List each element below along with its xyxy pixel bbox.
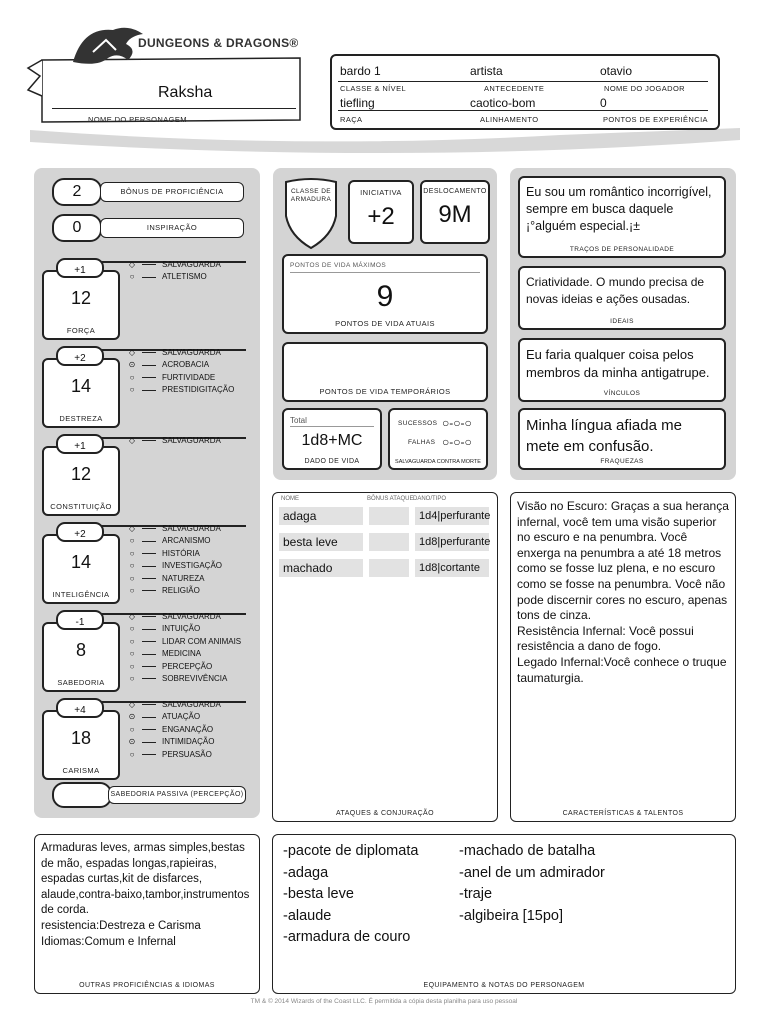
background-value[interactable]: artista: [470, 64, 503, 78]
temp-hp-box[interactable]: [282, 342, 488, 402]
ability-modifier-value: +1: [74, 441, 86, 452]
ability-modifier-value: +1: [74, 265, 86, 276]
proficiency-bonus-label-box: [100, 182, 244, 202]
ability-modifier-box[interactable]: [56, 258, 104, 278]
ability-modifier-value: -1: [75, 617, 85, 628]
personality-traits-box[interactable]: [518, 176, 726, 258]
death-saves-label: SALVAGUARDA CONTRA MORTE: [395, 459, 481, 465]
skill-bonus-line: [142, 754, 156, 755]
equipment-box[interactable]: [272, 834, 736, 994]
bonds-text: Eu faria qualquer coisa pelos membros da minha antigatrupe.: [526, 347, 710, 380]
skill-bonus-line: [142, 729, 156, 730]
passive-perception-label-box: [108, 786, 246, 804]
attack-col-name: NOME: [281, 496, 299, 502]
proficiency-marker-icon[interactable]: ○: [129, 272, 135, 282]
equipment-item: -algibeira [15po]: [459, 907, 563, 924]
skill-row[interactable]: [128, 260, 221, 269]
ideals-text: Criatividade. O mundo precisa de novas ideias e ações ousadas.: [526, 275, 705, 306]
speed-box[interactable]: [420, 180, 490, 244]
skill-label: SALVAGUARDA: [162, 436, 221, 445]
info-row2-line: [338, 110, 708, 111]
race-label: RAÇA: [340, 115, 363, 124]
armor-class-label: CLASSE DE ARMADURA: [290, 188, 332, 203]
character-name-underline: [52, 108, 296, 109]
player-name-label: NOME DO JOGADOR: [604, 84, 686, 93]
skill-bonus-line: [142, 629, 156, 630]
skill-row[interactable]: [128, 737, 214, 746]
attacks-box: [272, 492, 498, 822]
inspiration-box[interactable]: [52, 214, 102, 242]
hit-dice-total-line: [290, 426, 374, 427]
attacks-label: ATAQUES & CONJURAÇÃO: [336, 810, 434, 817]
ability-modifier-box[interactable]: [56, 522, 104, 542]
alignment-label: ALINHAMENTO: [480, 115, 539, 124]
proficiency-marker-icon[interactable]: ◇: [128, 348, 136, 357]
skill-label: ARCANISMO: [162, 536, 211, 546]
proficiency-marker-icon[interactable]: ○: [129, 661, 135, 671]
ability-score-value: 14: [70, 552, 92, 572]
proficiency-marker-icon[interactable]: ◇: [128, 612, 136, 621]
skill-label: PERSUASÃO: [162, 749, 212, 759]
skill-bonus-line: [142, 264, 156, 265]
skill-row[interactable]: [128, 662, 212, 671]
proficiency-marker-icon[interactable]: ◇: [128, 524, 136, 533]
speed-value: 9M: [438, 201, 472, 228]
skill-row[interactable]: [128, 649, 201, 658]
current-hp-box[interactable]: [282, 254, 488, 334]
skill-bonus-line: [142, 440, 156, 441]
death-fail-label: FALHAS: [408, 439, 436, 446]
ability-name: DESTREZA: [59, 414, 103, 423]
skill-label: SALVAGUARDA: [162, 260, 221, 269]
personality-traits-text: Eu sou um romântico incorrigível, sempre em busca daquele ¡°alguém especial.¡±: [526, 185, 712, 233]
skill-label: RELIGIÃO: [162, 586, 200, 595]
proficiency-marker-icon[interactable]: ○: [129, 636, 135, 646]
ability-score-box[interactable]: [42, 534, 120, 604]
death-fail-bubbles[interactable]: ○-○-○: [442, 435, 472, 449]
skill-row[interactable]: [128, 637, 241, 646]
flaws-box[interactable]: [518, 408, 726, 470]
initiative-box[interactable]: [348, 180, 414, 244]
inspiration-label-box: [100, 218, 244, 238]
info-row1-line: [338, 81, 708, 82]
skill-bonus-line: [142, 666, 156, 667]
proficiency-bonus-value: 2: [72, 183, 82, 200]
ability-score-box[interactable]: [42, 622, 120, 692]
skill-label: PRESTIDIGITAÇÃO: [162, 385, 235, 395]
equipment-item: -alaude: [283, 907, 332, 924]
skill-row[interactable]: [128, 385, 234, 394]
equipment-item: -pacote de diplomata: [283, 843, 419, 859]
proficiency-marker-icon[interactable]: ⊙: [128, 737, 136, 747]
ideals-box[interactable]: [518, 266, 726, 330]
skill-bonus-line: [142, 541, 156, 542]
flaws-label: FRAQUEZAS: [600, 458, 644, 465]
bonds-label: VÍNCULOS: [603, 390, 641, 397]
hit-dice-box[interactable]: [282, 408, 382, 470]
skill-row[interactable]: [128, 586, 200, 595]
skill-bonus-line: [142, 390, 156, 391]
equipment-item: -adaga: [283, 864, 329, 881]
skill-label: ATLETISMO: [162, 272, 207, 282]
background-label: ANTECEDENTE: [484, 84, 545, 93]
skill-bonus-line: [142, 704, 156, 705]
skill-bonus-line: [142, 590, 156, 591]
proficiencies-text: Armaduras leves, armas simples,bestas de mão, espadas longas,rapieiras, espadas curtas,kit de disfarces, alaude,contra-baixo,tambor,instrumentos de corda. resistencia:Destreza e Carisma Idiomas:Comum e Infernal: [41, 842, 250, 948]
initiative-label: INICIATIVA: [360, 188, 402, 197]
attack-name-cell[interactable]: machado: [279, 559, 363, 577]
proficiency-marker-icon[interactable]: ◇: [128, 700, 136, 709]
skill-row[interactable]: [128, 561, 222, 570]
skill-label: FURTIVIDADE: [162, 372, 216, 382]
skill-label: PERCEPÇÃO: [162, 661, 213, 671]
ability-score-value: 18: [70, 728, 92, 748]
skill-row[interactable]: [128, 272, 207, 281]
skill-bonus-line: [142, 377, 156, 378]
skill-row[interactable]: [128, 436, 221, 445]
equipment-column-2: [459, 841, 605, 927]
proficiencies-label: OUTRAS PROFICIÊNCIAS & IDIOMAS: [79, 982, 215, 989]
death-success-bubbles[interactable]: ○-○-○: [442, 416, 472, 430]
skill-bonus-line: [142, 365, 156, 366]
skill-bonus-line: [142, 566, 156, 567]
proficiency-marker-icon[interactable]: ○: [129, 536, 135, 546]
dragon-logo-icon: [68, 22, 148, 72]
ability-score-value: 8: [75, 640, 86, 660]
temp-hp-label: PONTOS DE VIDA TEMPORÁRIOS: [319, 387, 451, 396]
skill-label: SOBREVIVÊNCIA: [162, 674, 228, 683]
ability-modifier-box[interactable]: [56, 434, 104, 454]
proficiency-marker-icon[interactable]: ○: [129, 372, 135, 382]
skill-row[interactable]: [128, 700, 221, 709]
proficiency-marker-icon[interactable]: ○: [129, 561, 135, 571]
alignment-value[interactable]: caotico-bom: [470, 96, 536, 110]
skill-label: ACROBACIA: [162, 360, 210, 370]
proficiency-marker-icon[interactable]: ○: [129, 586, 135, 595]
hit-dice-value: 1d8+MC: [301, 432, 363, 449]
attack-damage-cell[interactable]: 1d8|perfurante: [415, 533, 489, 551]
attack-bonus-cell[interactable]: [369, 533, 409, 551]
class-level-label: CLASSE & NÍVEL: [340, 84, 407, 93]
xp-value[interactable]: 0: [600, 96, 607, 110]
skill-row[interactable]: [128, 750, 212, 759]
attack-damage-cell[interactable]: 1d4|perfurante: [415, 507, 489, 525]
skill-row[interactable]: [128, 536, 210, 545]
ability-score-value: 12: [70, 288, 92, 308]
skill-label: NATUREZA: [162, 573, 205, 583]
skill-row[interactable]: [128, 624, 200, 633]
skill-row[interactable]: [128, 373, 215, 382]
race-value[interactable]: tiefling: [340, 96, 375, 110]
skill-bonus-line: [142, 528, 156, 529]
ability-score-box[interactable]: [42, 446, 120, 516]
equipment-item: -besta leve: [283, 886, 354, 902]
ability-modifier-value: +2: [74, 353, 86, 364]
header: [0, 0, 768, 160]
skill-bonus-line: [142, 641, 156, 642]
proficiencies-box[interactable]: [34, 834, 260, 994]
inspiration-value: 0: [72, 219, 82, 236]
skill-label: SALVAGUARDA: [162, 348, 221, 357]
current-hp-value: 9: [376, 280, 394, 313]
ability-modifier-box[interactable]: [56, 698, 104, 718]
ability-modifier-value: +2: [74, 529, 86, 540]
character-name[interactable]: Raksha: [158, 84, 213, 101]
equipment-item: -anel de um admirador: [459, 864, 605, 881]
hit-dice-label: DADO DE VIDA: [304, 458, 360, 465]
skill-bonus-line: [142, 678, 156, 679]
ability-name: CARISMA: [62, 766, 100, 775]
skill-row[interactable]: [128, 612, 221, 621]
skill-bonus-line: [142, 352, 156, 353]
equipment-item: -machado de batalha: [459, 843, 596, 859]
death-success-label: SUCESSOS: [398, 420, 438, 427]
inspiration-label: INSPIRAÇÃO: [146, 223, 198, 232]
proficiency-marker-icon[interactable]: ⊙: [128, 712, 136, 722]
skill-label: SALVAGUARDA: [162, 612, 221, 621]
passive-perception-label: SABEDORIA PASSIVA (PERCEPÇÃO): [110, 791, 244, 798]
proficiency-bonus-box[interactable]: [52, 178, 102, 206]
skill-bonus-line: [142, 616, 156, 617]
skill-label: ENGANAÇÃO: [162, 724, 214, 734]
skill-label: INTIMIDAÇÃO: [162, 737, 215, 747]
proficiency-marker-icon[interactable]: ○: [129, 674, 135, 683]
passive-perception-box[interactable]: [52, 782, 112, 808]
attack-col-damage: DANO/TIPO: [413, 496, 447, 502]
features-box[interactable]: [510, 492, 736, 822]
initiative-value: +2: [367, 203, 395, 230]
skill-label: MEDICINA: [162, 649, 202, 659]
skill-row[interactable]: [128, 348, 221, 357]
skill-label: INTUIÇÃO: [162, 624, 201, 634]
skill-row[interactable]: [128, 360, 209, 369]
skill-label: LIDAR COM ANIMAIS: [162, 636, 242, 646]
ability-score-box[interactable]: [42, 270, 120, 340]
skill-label: INVESTIGAÇÃO: [162, 561, 223, 571]
attack-bonus-cell[interactable]: [369, 507, 409, 525]
proficiency-marker-icon[interactable]: ○: [129, 548, 135, 558]
ability-score-box[interactable]: [42, 710, 120, 780]
max-hp-label: PONTOS DE VIDA MÁXIMOS: [290, 262, 387, 269]
skill-bonus-line: [142, 717, 156, 718]
skill-row[interactable]: [128, 574, 205, 583]
ability-score-value: 12: [70, 464, 92, 484]
proficiency-bonus-label: BÔNUS DE PROFICIÊNCIA: [120, 187, 224, 196]
skill-row[interactable]: [128, 712, 200, 721]
skill-label: HISTÓRIA: [162, 548, 200, 558]
equipment-column-1: [283, 841, 418, 949]
skill-bonus-line: [142, 277, 156, 278]
ability-name: SABEDORIA: [57, 678, 105, 687]
proficiency-marker-icon[interactable]: ◇: [128, 260, 136, 269]
xp-label: PONTOS DE EXPERIÊNCIA: [603, 115, 708, 124]
flaws-text: Minha língua afiada me mete em confusão.: [526, 417, 682, 455]
skill-row[interactable]: [128, 725, 213, 734]
skill-bonus-line: [142, 742, 156, 743]
attack-bonus-cell[interactable]: [369, 559, 409, 577]
equipment-label: EQUIPAMENTO & NOTAS DO PERSONAGEM: [423, 982, 585, 989]
bonds-box[interactable]: [518, 338, 726, 402]
proficiency-marker-icon[interactable]: ○: [129, 385, 135, 395]
ability-name: FORÇA: [66, 326, 96, 335]
attack-name-cell[interactable]: besta leve: [279, 533, 363, 551]
ability-modifier-box[interactable]: [56, 610, 104, 630]
equipment-item: -traje: [459, 886, 493, 902]
proficiency-marker-icon[interactable]: ⊙: [128, 360, 136, 370]
speed-label: DESLOCAMENTO: [423, 188, 487, 195]
skill-row[interactable]: [128, 524, 221, 533]
skill-row[interactable]: [128, 549, 200, 558]
personality-traits-label: TRAÇOS DE PERSONALIDADE: [569, 246, 675, 253]
footer-copyright: TM & © 2014 Wizards of the Coast LLC. É permitida a cópia desta planilha para uso pessoal: [250, 998, 518, 1005]
ability-modifier-box[interactable]: [56, 346, 104, 366]
current-hp-label: PONTOS DE VIDA ATUAIS: [335, 319, 435, 328]
proficiency-marker-icon[interactable]: ○: [129, 724, 135, 734]
attack-col-bonus: BÔNUS ATAQUE: [367, 496, 414, 502]
proficiency-marker-icon[interactable]: ○: [129, 749, 135, 759]
skill-bonus-line: [142, 578, 156, 579]
skill-row[interactable]: [128, 674, 227, 683]
proficiency-marker-icon[interactable]: ○: [129, 649, 135, 659]
proficiency-marker-icon[interactable]: ◇: [128, 436, 136, 445]
character-name-label: NOME DO PERSONAGEM: [88, 115, 187, 124]
attack-damage-cell[interactable]: 1d8|cortante: [415, 559, 489, 577]
features-text: Visão no Escuro: Graças a sua herança infernal, você tem uma visão superior no escuro e na penumbra. Você enxerga na penumbra a até 18 metros como se fosse luz plena, e no escuro como se fosse na penumbra. Você não pode discernir cores no escuro, apenas tons de cinza. Resistência Infernal: Você possui resistência a dano de fogo. Legado Infernal:Você conhece o truque taumaturgia.: [517, 499, 729, 685]
skill-label: ATUAÇÃO: [162, 712, 201, 722]
ability-name: INTELIGÊNCIA: [52, 590, 110, 599]
features-label: CARACTERÍSTICAS & TALENTOS: [562, 810, 684, 817]
skill-bonus-line: [142, 654, 156, 655]
player-name-value[interactable]: otavio: [600, 64, 633, 78]
skill-label: SALVAGUARDA: [162, 524, 221, 533]
equipment-item: -armadura de couro: [283, 929, 411, 945]
death-saves-box: [388, 408, 488, 470]
ability-score-value: 14: [70, 376, 92, 396]
class-level-value[interactable]: bardo 1: [340, 64, 381, 78]
proficiency-marker-icon[interactable]: ○: [129, 624, 135, 634]
max-hp-line: [290, 272, 480, 273]
proficiency-marker-icon[interactable]: ○: [129, 573, 135, 583]
hit-dice-total-label: Total: [290, 416, 307, 425]
skill-label: SALVAGUARDA: [162, 700, 221, 709]
attack-name-cell[interactable]: adaga: [279, 507, 363, 525]
ability-name: CONSTITUIÇÃO: [50, 502, 112, 511]
logo-text: DUNGEONS & DRAGONS®: [138, 36, 299, 50]
ability-score-box[interactable]: [42, 358, 120, 428]
skill-bonus-line: [142, 553, 156, 554]
ability-modifier-value: +4: [74, 705, 86, 716]
ideals-label: IDEAIS: [610, 318, 634, 325]
